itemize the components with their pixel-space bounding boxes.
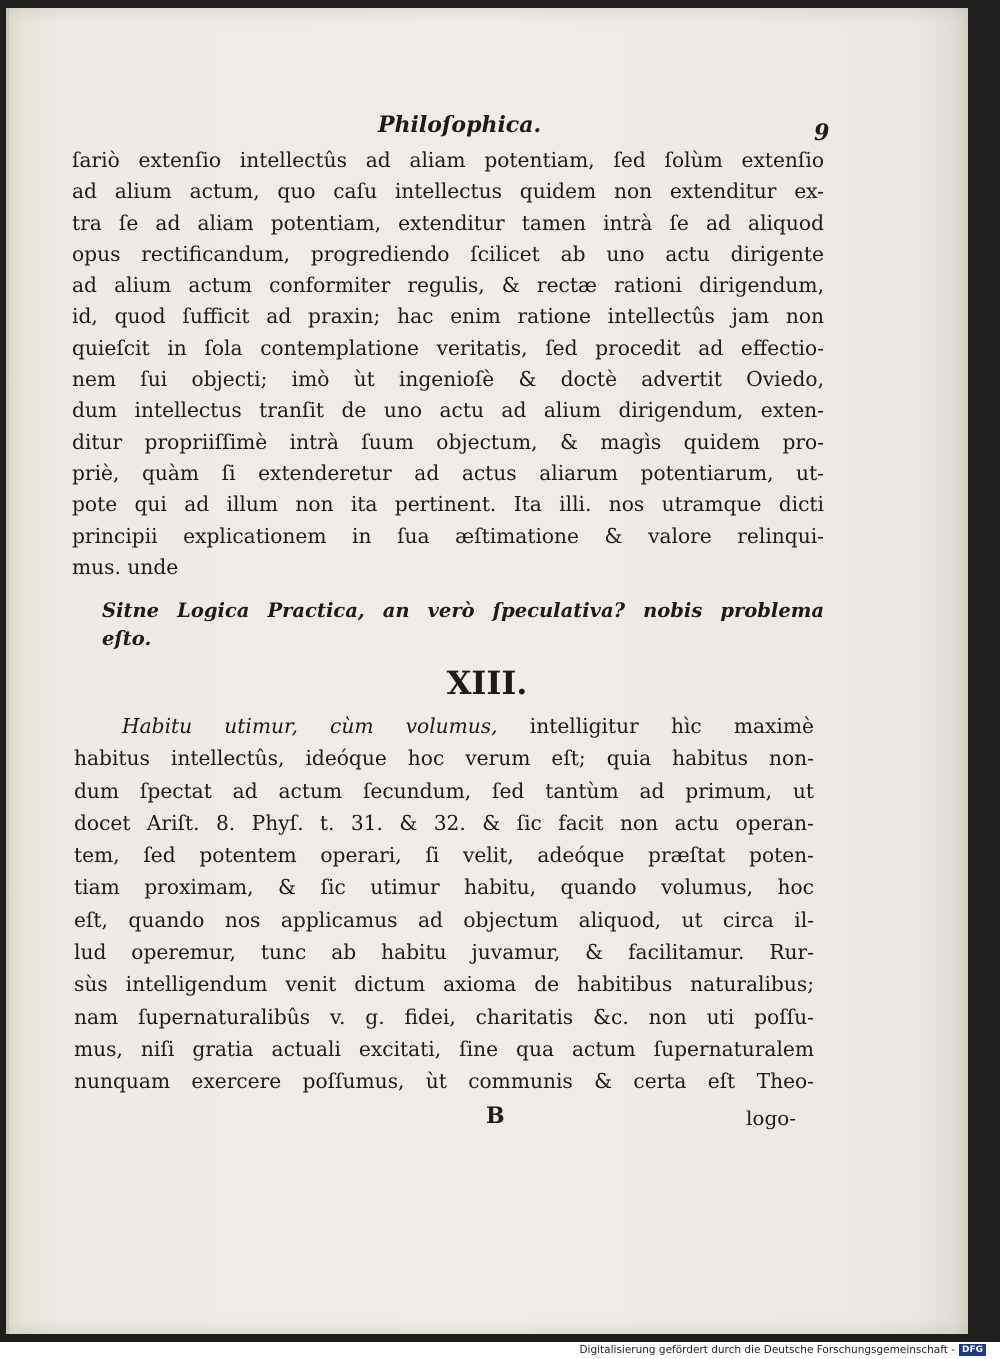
text-line: tra ſe ad aliam potentiam, extenditur tamen intrà ſe ad aliquod [72,210,824,235]
text-line: mus. unde [72,554,179,579]
text-line: sùs intelligendum venit dictum axioma de habitibus naturalibus; [74,972,814,997]
page-number: 9 [814,120,830,146]
text-line: tem, ſed potentem operari, ſi velit, adeóque præſtat poten- [74,843,814,868]
text-line: mus, niſi gratia actuali excitati, ſine qua actum ſupernaturalem [74,1036,814,1061]
text-line: pote qui ad illum non ita pertinent. Ita illi. nos utramque dicti [72,492,824,517]
thesis-line: eſto. [102,627,152,651]
text-line-first [74,710,814,742]
catchword: logo- [746,1106,797,1130]
paragraph-continued [72,145,824,653]
thesis-statement [72,597,824,653]
text-line: id, quod ſufficit ad praxin; hac enim ratione intellectûs jam non [72,304,824,329]
running-title: Philoſophica. [378,112,542,138]
text-line: lud operemur, tunc ab habitu juvamur, & facilitamur. Rur- [74,940,814,965]
credit-text: Digitalisierung gefördert durch die Deutsche Forschungsgemeinschaft - [579,1344,955,1356]
text-line: ad alium actum, quo caſu intellectus quidem non extenditur ex- [72,179,824,204]
lemma: Habitu utimur, cùm volumus, [122,714,498,738]
text-line: principii explicationem in ſua æſtimatione & valore relinqui- [72,523,824,548]
text-line: priè, quàm ſi extenderetur ad actus aliarum potentiarum, ut- [72,460,824,485]
text-line: nunquam exercere poſſumus, ùt communis & certa eſt Theo- [74,1069,814,1094]
text-line: nem ſui objecti; imò ùt ingenioſè & doctè advertit Oviedo, [72,367,824,392]
text-line: ditur propriiſſimè intrà ſuum objectum, & magìs quidem pro- [72,429,824,454]
text-line: nam ſupernaturalibûs v. g. fidei, charitatis &c. non uti poſſu- [74,1004,814,1029]
text-line: dum ſpectat ad actum ſecundum, ſed tantùm ad primum, ut [74,778,814,803]
section-heading: XIII. [446,664,528,702]
signature-mark: B [486,1103,505,1129]
text-line: tiam proximam, & ſic utimur habitu, quando volumus, hoc [74,875,814,900]
text-line: eſt, quando nos applicamus ad objectum aliquod, ut circa il- [74,907,814,932]
text-line: quieſcit in ſola contemplatione veritatis, ſed procedit ad effectio- [72,335,824,360]
text-line: ſariò extenſio intellectûs ad aliam potentiam, ſed ſolùm extenſio [72,148,824,172]
dfg-logo: DFG [959,1344,986,1356]
page-edge-shadow [6,8,9,1334]
text-line: habitus intellectûs, ideóque hoc verum eſt; quia habitus non- [74,746,814,771]
text-line: docet Ariſt. 8. Phyſ. t. 31. & 32. & ſic facit non actu operan- [74,810,814,835]
paragraph-section-xiii [74,710,814,1098]
text-line: dum intellectus tranſit de uno actu ad alium dirigendum, exten- [72,398,824,423]
thesis-line: Sitne Logica Practica, an verò ſpeculativa? nobis problema [102,599,824,623]
text-line: opus rectificandum, progrediendo ſcilicet ab uno actu dirigente [72,241,824,266]
digitization-credit [579,1343,986,1357]
first-line-rest: intelligitur hìc maximè [529,714,814,738]
text-line: ad alium actum conformiter regulis, & rectæ rationi dirigendum, [72,273,824,298]
